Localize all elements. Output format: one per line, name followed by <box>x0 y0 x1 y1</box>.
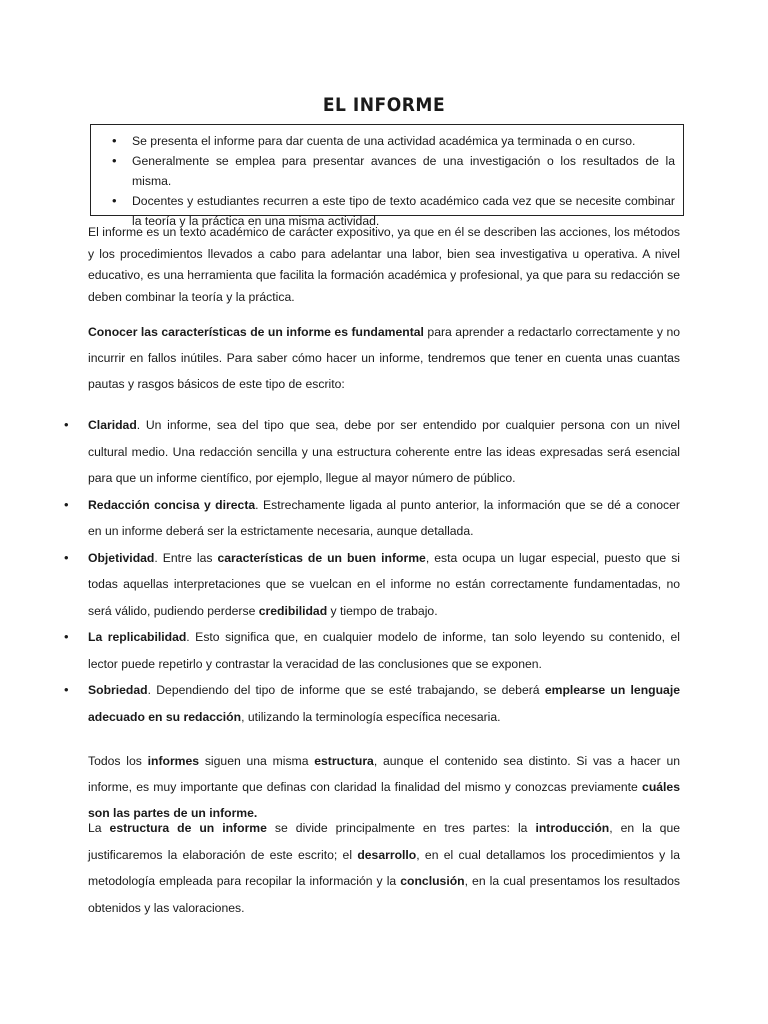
feature-bold: credibilidad <box>258 603 328 618</box>
parts-text: , en la cual presentamos los resultados obtenidos y las valoraciones. <box>88 874 680 915</box>
feature-term: Sobriedad <box>88 683 148 697</box>
parts-text: La <box>88 821 110 835</box>
structure-bold: estructura <box>314 754 374 768</box>
feature-item-sobriedad <box>88 677 680 730</box>
parts-text: , en la que justificaremos la elaboración de este escrito; el <box>88 821 680 862</box>
parts-bold: conclusión <box>400 874 465 888</box>
feature-bold: características de un buen informe <box>217 550 426 565</box>
features-list <box>88 412 680 730</box>
feature-term: Objetividad <box>88 550 155 565</box>
feature-text: , utilizando la terminología específica necesaria. <box>241 709 501 724</box>
structure-text: siguen una misma <box>199 754 315 768</box>
summary-item: • Docentes y estudiantes recurren a este tipo de texto académico cada vez que se necesite combinar la teoría y la práctica en una misma actividad. <box>132 191 675 231</box>
page-title: EL INFORME <box>322 94 446 116</box>
feature-text: . Entre las <box>154 550 218 565</box>
feature-text: . Un informe, sea del tipo que sea, debe por ser entendido por cualquier persona con un nivel cultural medio. Una redacción sencilla y una estructura coherente entre las ideas expresadas será esencial para que un informe científico, por ejemplo, llegue al mayor número de público. <box>88 418 680 485</box>
feature-term: Claridad <box>88 418 137 432</box>
parts-text: , en el cual detallamos los procedimientos y la metodología empleada para recopilar la información y la <box>88 847 681 888</box>
parts-bold: introducción <box>535 821 610 835</box>
feature-text: . Esto significa que, en cualquier modelo de informe, tan solo leyendo su contenido, el lector puede repetirlo y contrastar la veracidad de las conclusiones que se exponen. <box>88 630 680 671</box>
feature-item-objetividad <box>88 545 680 625</box>
feature-term: La replicabilidad <box>88 630 187 644</box>
feature-item-replicabilidad <box>88 624 680 677</box>
feature-bold: emplearse un lenguaje adecuado en su redacción <box>88 683 680 724</box>
feature-term: Redacción concisa y directa <box>88 497 256 512</box>
structure-text: , aunque el contenido sea distinto. Si vas a hacer un informe, es muy importante que definas con claridad la finalidad del mismo y conozcas previamente <box>88 754 680 794</box>
feature-text: y tiempo de trabajo. <box>327 603 438 618</box>
feature-text: . Estrechamente ligada al punto anterior, la información que se dé a conocer en un informe deberá ser la estrictamente necesaria, aunque detallada. <box>88 497 680 538</box>
knowing-paragraph <box>88 319 680 397</box>
parts-text: se divide principalmente en tres partes: la <box>266 821 536 835</box>
knowing-bold: Conocer las características de un informe es fundamental <box>88 325 424 339</box>
structure-bold: informes <box>147 754 200 768</box>
intro-paragraph: El informe es un texto académico de carácter expositivo, ya que en él se describen las acciones, los métodos y los procedimientos llevados a cabo para adelantar una labor, bien sea investigativa u operativa. A nivel educativo, es una herramienta que facilita la formación académica y profesional, ya que para su redacción se deben combinar la teoría y la práctica. <box>88 225 680 304</box>
parts-bold: desarrollo <box>357 847 417 862</box>
summary-item: • Generalmente se emplea para presentar avances de una investigación o los resultados de la misma. <box>132 151 675 191</box>
feature-item-redaccion <box>88 492 680 545</box>
feature-text: , esta ocupa un lugar especial, puesto que si todas aquellas interpretaciones que se vuelcan en el informe no están correctamente fundamentadas, no será válido, pudiendo perderse <box>88 550 680 618</box>
feature-text: . Dependiendo del tipo de informe que se esté trabajando, se deberá <box>147 683 545 697</box>
parts-paragraph <box>88 815 680 921</box>
knowing-text: para aprender a redactarlo correctamente y no incurrir en fallos inútiles. Para saber cómo hacer un informe, tendremos que tener en cuenta unas cuantas pautas y rasgos básicos de este tipo de escrito: <box>88 325 680 391</box>
summary-list <box>91 125 683 231</box>
feature-item-claridad <box>88 412 680 492</box>
parts-bold: estructura de un informe <box>109 821 267 835</box>
structure-bold: cuáles son las partes de un informe. <box>88 780 680 820</box>
structure-text: Todos los <box>88 754 148 768</box>
summary-box <box>90 124 684 228</box>
summary-item: • Se presenta el informe para dar cuenta de una actividad académica ya terminada o en curso. <box>132 131 675 151</box>
